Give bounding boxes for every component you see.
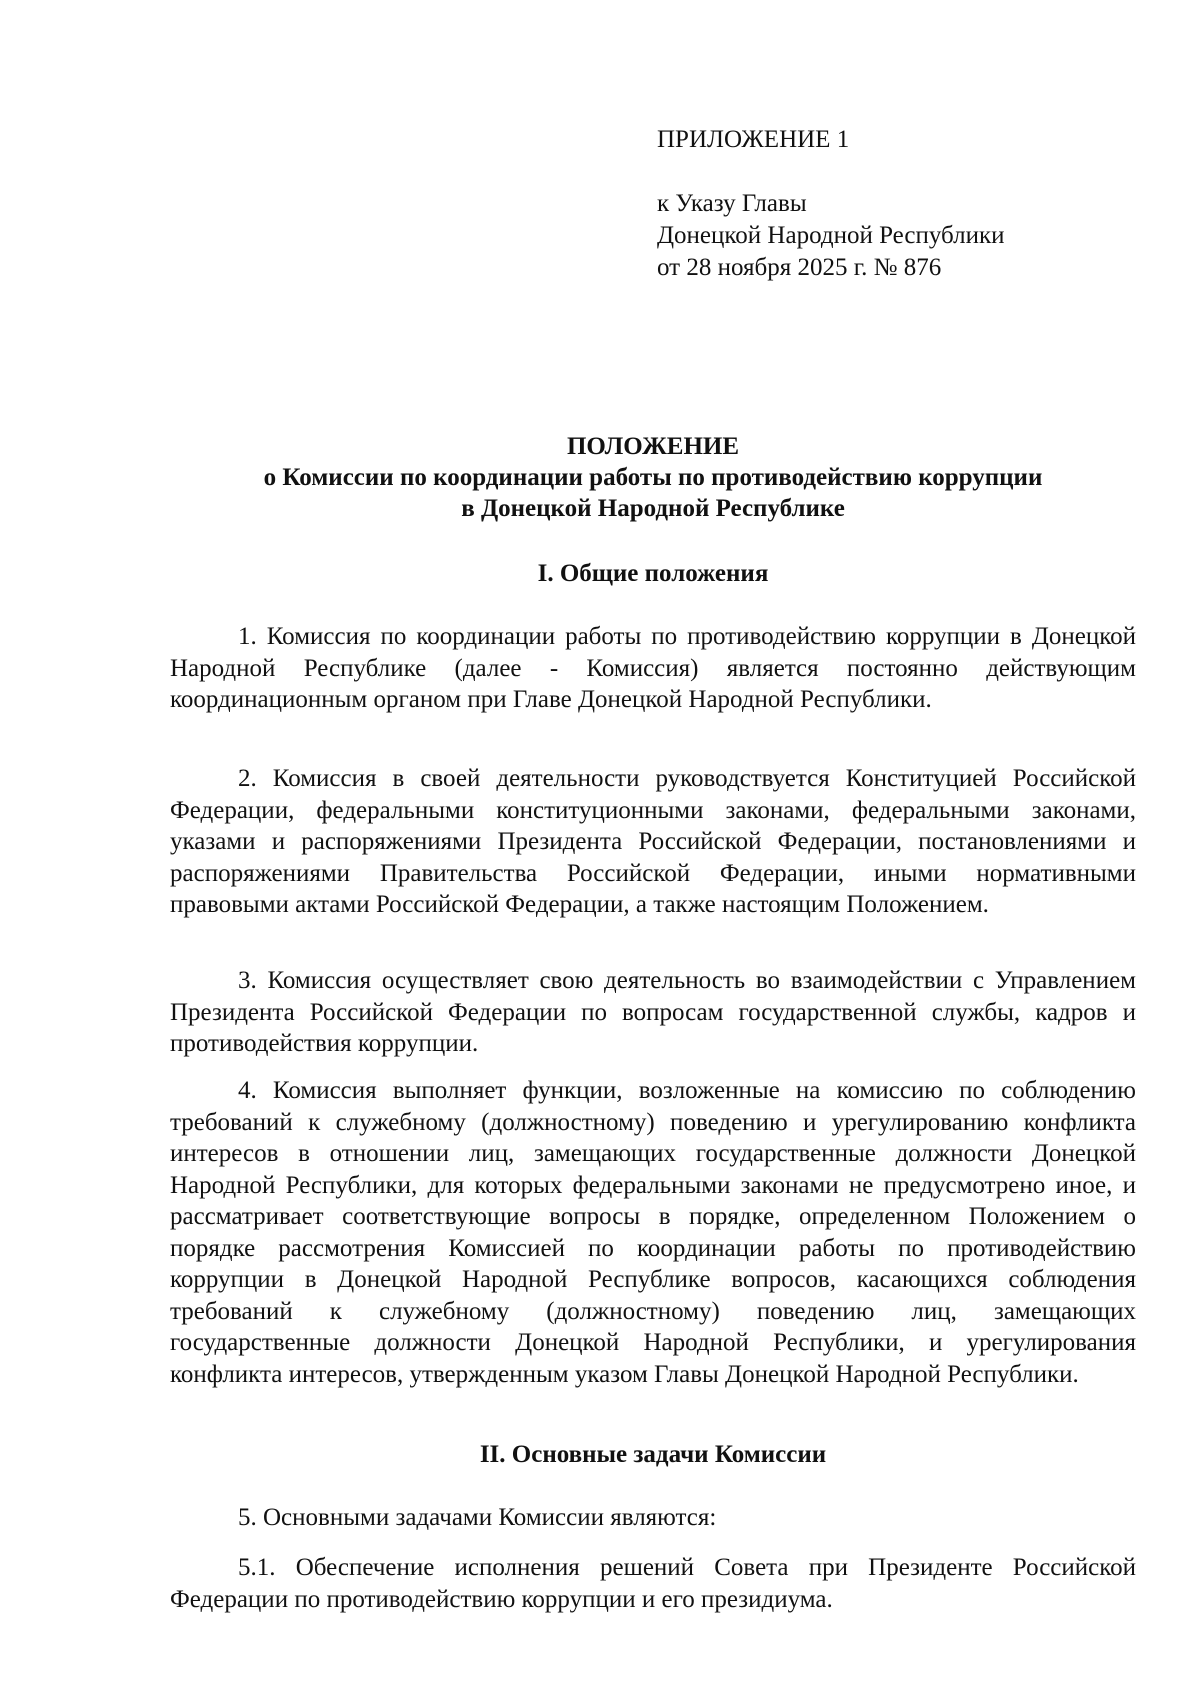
paragraph: 5. Основными задачами Комиссии являются: [238, 1504, 717, 1531]
section-heading: I. Общие положения [537, 560, 769, 587]
section-heading: II. Основные задачи Комиссии [479, 1441, 827, 1468]
paragraph: 4. Комиссия выполняет функции, возложенные на комиссию по соблюдению требований к служебному (должностному) поведению и урегулированию конфликта интересов в отношении лиц, замещающих государственные должности Донецкой Народной Республики, для которых федеральными законами не предусмотрено иное, и рассматривает соответствующие вопросы в порядке, определенном Положением о порядке рассмотрения Комиссией по координации работы по противодействию коррупции в Донецкой Народной Республике вопросов, касающихся соблюдения требований к служебному (должностному) поведению лиц, замещающих государственные должности Донецкой Народной Республики, и урегулирования конфликта интересов, утвержденным указом Главы Донецкой Народной Республики. [170, 1077, 1136, 1388]
paragraph: 3. Комиссия осуществляет свою деятельность во взаимодействии с Управлением Президента Российской Федерации по вопросам государственной службы, кадров и противодействия коррупции. [170, 967, 1136, 1057]
document-title-line: о Комиссии по координации работы по противодействию коррупции [263, 464, 1043, 491]
document-title-line: ПОЛОЖЕНИЕ [566, 433, 740, 460]
document-title [170, 431, 1136, 524]
appendix-line: Донецкой Народной Республики [657, 222, 1005, 249]
appendix-line: от 28 ноября 2025 г. № 876 [657, 254, 942, 281]
document-title-line: в Донецкой Народной Республике [461, 495, 845, 522]
appendix-line: к Указу Главы [657, 190, 807, 217]
appendix-block [657, 124, 1005, 284]
paragraph: 5.1. Обеспечение исполнения решений Совета при Президенте Российской Федерации по противодействию коррупции и его президиума. [170, 1554, 1136, 1613]
appendix-title: ПРИЛОЖЕНИЕ 1 [657, 126, 850, 153]
paragraph: 2. Комиссия в своей деятельности руководствуется Конституцией Российской Федерации, федеральными конституционными законами, федеральными законами, указами и распоряжениями Президента Российской Федерации, постановлениями и распоряжениями Правительства Российской Федерации, иными нормативными правовыми актами Российской Федерации, а также настоящим Положением. [170, 765, 1136, 918]
paragraph: 1. Комиссия по координации работы по противодействию коррупции в Донецкой Народной Республике (далее - Комиссия) является постоянно действующим координационным органом при Главе Донецкой Народной Республики. [170, 623, 1136, 713]
